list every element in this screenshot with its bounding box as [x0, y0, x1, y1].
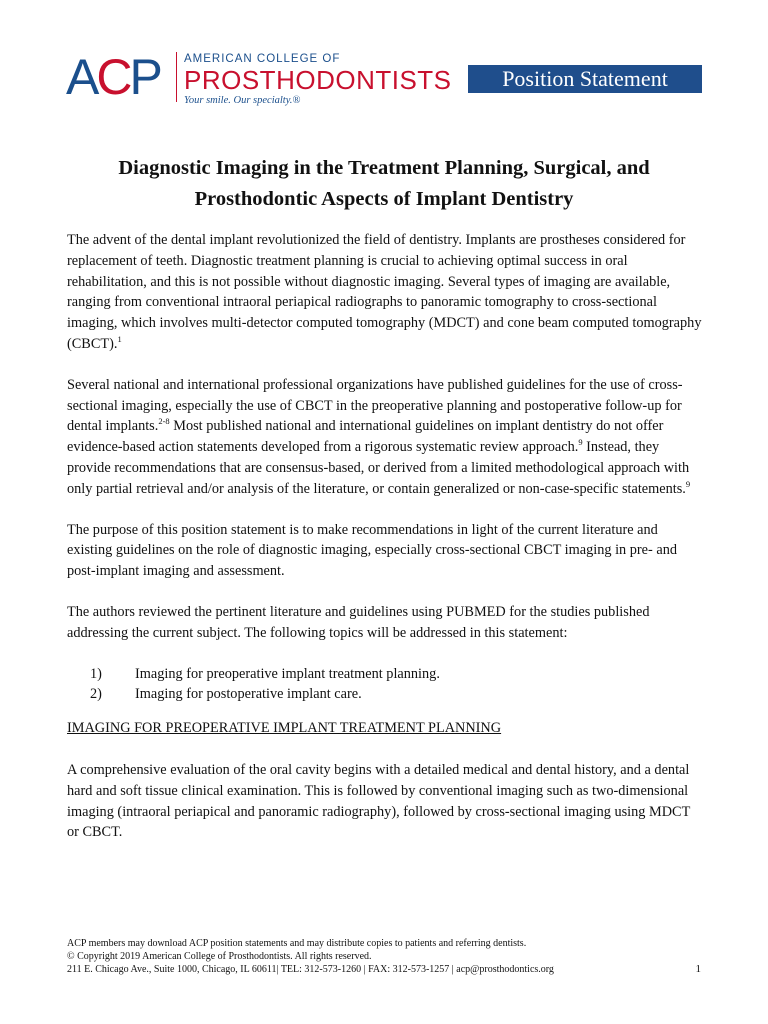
citation: 2-8 — [158, 416, 170, 427]
page-number: 1 — [695, 963, 701, 975]
position-statement-banner: Position Statement — [468, 65, 702, 93]
paragraph-4: The authors reviewed the pertinent literature and guidelines using PUBMED for the studies published addressing the current subject. The following topics will be addressed in this statement: — [67, 603, 650, 641]
footer-line2: © Copyright 2019 American College of Prosthodontists. All rights reserved. — [67, 951, 372, 962]
paragraph-2: Several national and international professional organizations have published guidelines for the use of cross-sectional imaging, especially the use of CBCT in the preoperative planning and postoperative follow-up for dental implants.$^{2-8}$ Most published national and international guidelines on implant dentistry do not offer evidence-based action statements developed from a rigorous systematic review approach.$^9$ Instead, they provide recommendations that are consensus-based, or derived from a limited methodological approach with only partial retrieval and/or analysis of the literature, or contain generalized or non-case-specific statements.$^9$ — [67, 376, 691, 497]
footer-line3: 211 E. Chicago Ave., Suite 1000, Chicago, IL 60611| TEL: 312-573-1260 | FAX: 312-573-1257 | acp@prosthodontics.org — [67, 964, 554, 975]
citation: 9 — [685, 479, 691, 489]
logo-line2: PROSTHODONTISTS — [184, 65, 452, 95]
paragraph-5: A comprehensive evaluation of the oral cavity begins with a detailed medical and dental history, and a dental hard and soft tissue clinical examination. This is followed by conventional imaging such as two-dimensional imaging (intraoral periapical and panoramic radiography), followed by cross-sectional imaging using MDCT or CBCT. — [67, 761, 691, 841]
logo-tagline: Your smile. Our specialty.® — [184, 95, 301, 106]
logo-divider — [176, 52, 177, 102]
paragraph-1: The advent of the dental implant revolutionized the field of dentistry. Implants are prostheses considered for replacement of teeth. Diagnostic treatment planning is crucial to achieving optimal success in oral rehabilitation, and this is not possible without diagnostic imaging. Several types of imaging are available, ranging from conventional intraoral periapical radiographs to panoramic tomography to cross-sectional imaging, which involves multi-detector computed tomography (MDCT) and cone beam computed tomography (CBCT).$^1$ — [67, 232, 702, 352]
document-body — [67, 230, 703, 863]
paragraph-3: The purpose of this position statement is to make recommendations in light of the current literature and existing guidelines on the role of diagnostic imaging, especially cross-sectional CBCT imaging in pre- and post-implant imaging and assessment. — [67, 521, 678, 580]
list-item: 2) Imaging for postoperative implant care. — [90, 686, 362, 703]
title-line2: Prosthodontic Aspects of Implant Dentistry — [194, 188, 574, 210]
acp-logo: ACP — [66, 49, 160, 105]
section-heading: IMAGING FOR PREOPERATIVE IMPLANT TREATMENT PLANNING — [67, 720, 502, 737]
footer-contact-row — [67, 963, 701, 976]
logo-line1: AMERICAN COLLEGE OF — [184, 53, 341, 65]
citation: 1 — [117, 334, 122, 345]
footer-line1: ACP members may download ACP position statements and may distribute copies to patients and referring dentists. — [67, 938, 527, 949]
footer — [67, 937, 701, 976]
topics-list — [67, 664, 703, 706]
header — [66, 48, 702, 108]
document-title — [64, 153, 704, 215]
title-line1: Diagnostic Imaging in the Treatment Planning, Surgical, and — [118, 157, 650, 179]
list-item: 1) Imaging for preoperative implant treatment planning. — [90, 665, 440, 682]
logo-wordmark — [184, 52, 452, 107]
citation: 9 — [578, 437, 583, 448]
